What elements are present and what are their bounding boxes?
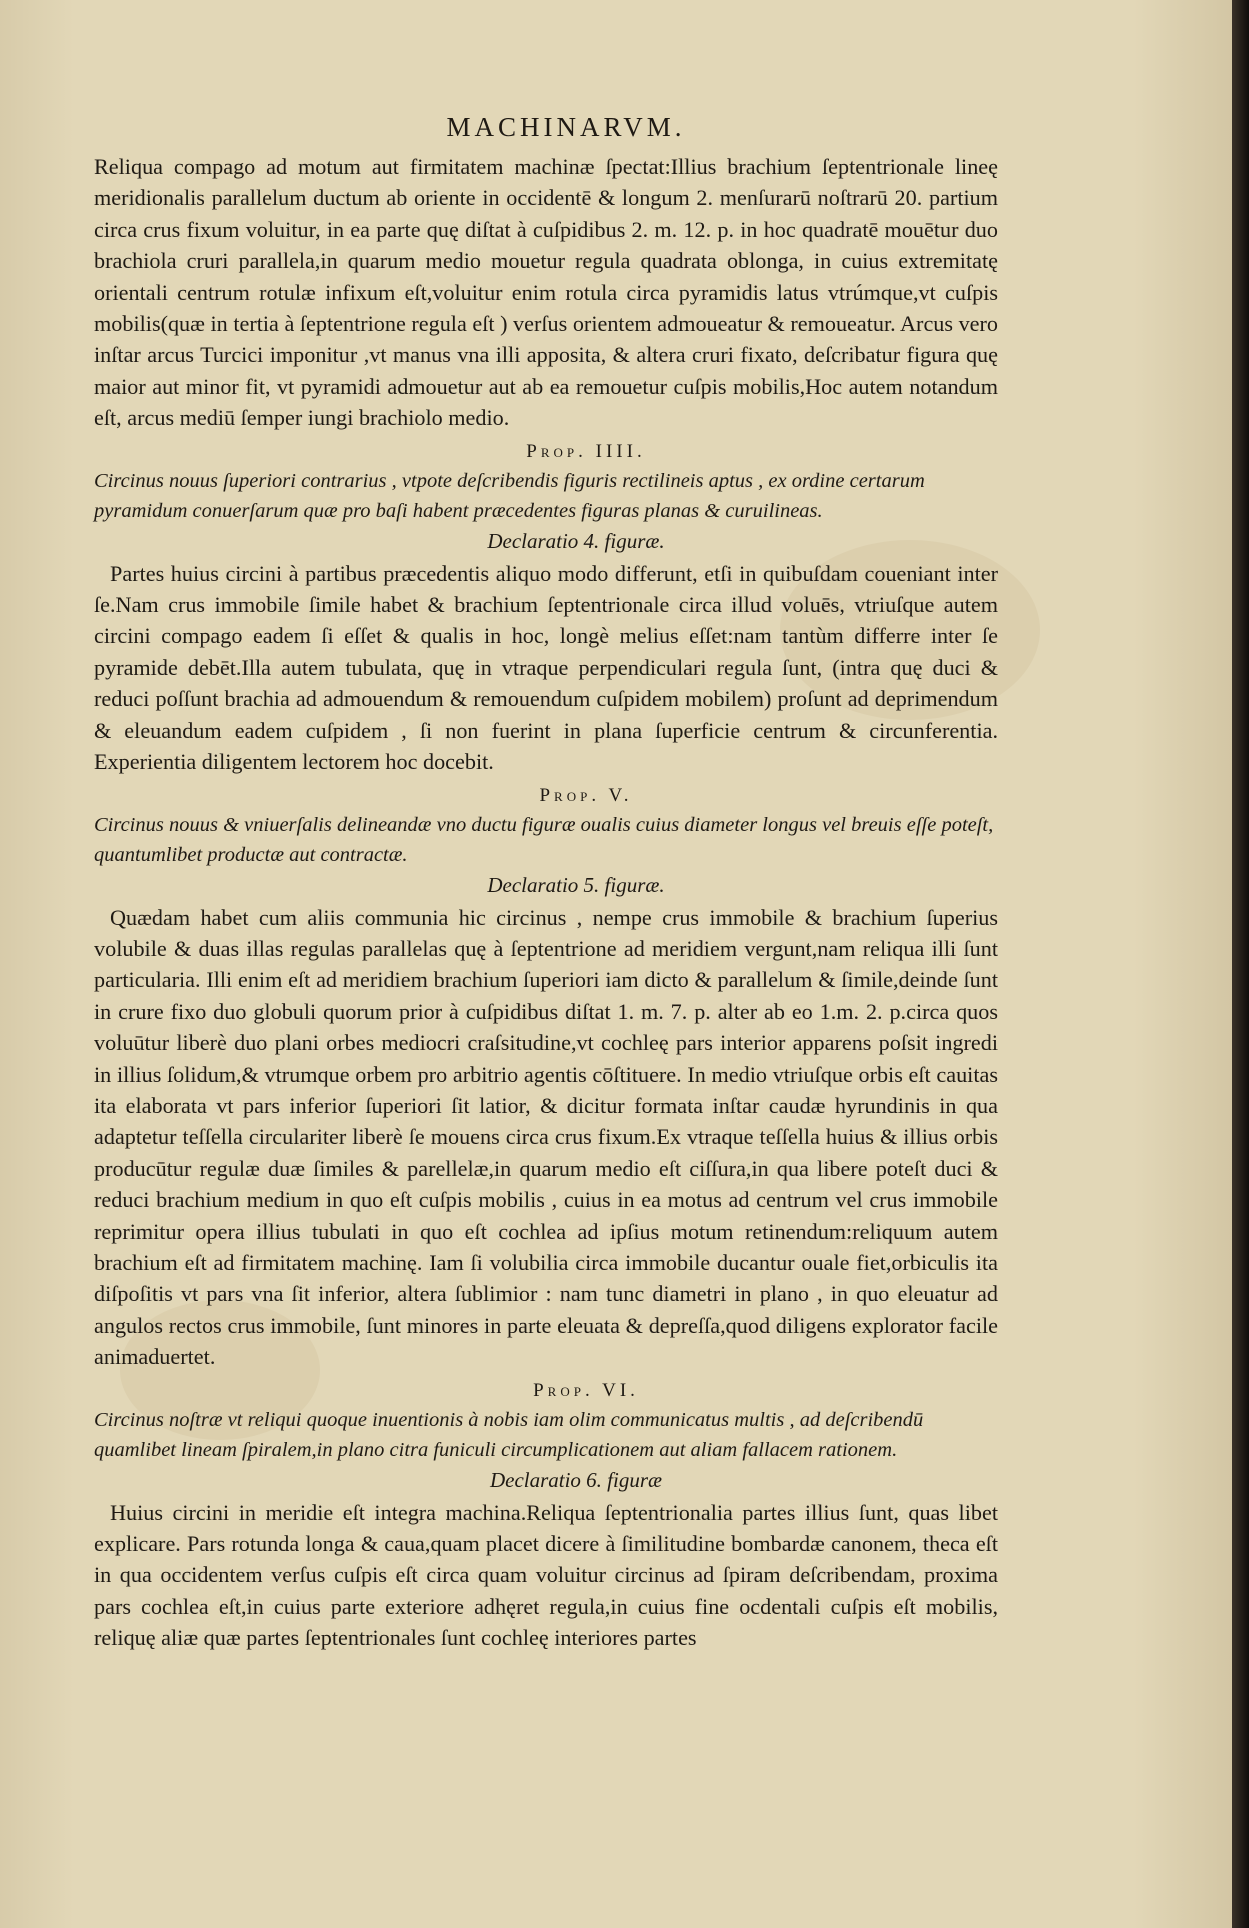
prop-heading-4: Prop. IIII. bbox=[526, 440, 646, 462]
prop-enunciation-4: Circinus nouus ſuperiori contrarius , vtpote deſcribendis figuris rectilineis aptus , ex ordine certarum pyramidum conuerſarum quæ pro baſi habent præcedentes figuras planas & curuilineas. bbox=[94, 469, 925, 522]
intro-paragraph: Reliqua compago ad motum aut firmitatem machinæ ſpectat:Illius brachium ſeptentrionale lineę meridionalis parallelum ductum ab oriente in occidentē & longum 2. menſurarū noſtrarū 20. partium circa crus fixum voluitur, in ea parte quę diſtat à cuſpidibus 2. m. 12. p. in hoc quadratē mouētur duo brachiola cruri parallela,in quarum medio mouetur regula quadrata oblonga, in cuius extremitatę orientali centrum rotulæ infixum eſt,voluitur enim rotula circa pyramidis latus vtrúmque,vt cuſpis mobilis(quæ in tertia à ſeptentrione regula eſt ) verſus orientem admoueatur & remoueatur. Arcus vero inſtar arcus Turcici imponitur ,vt manus vna illi apposita, & altera cruri fixato, deſcribatur figura quę maior aut minor fit, vt pyramidi admouetur aut ab ea remouetur cuſpis mobilis,Hoc autem notandum eſt, arcus mediū ſemper iungi brachiolo medio. bbox=[94, 154, 998, 431]
text-block bbox=[94, 112, 998, 1654]
prop-enunciation-6: Circinus noſtræ vt reliqui quoque inuentionis à nobis iam olim communicatus multis , ad deſcribendū quamlibet lineam ſpiralem,in plano citra funiculi circumplicationem aut aliam fallacem rationem. bbox=[94, 1408, 924, 1461]
prop-body-4: Partes huius circini à partibus præcedentis aliquo modo differunt, etſi in quibuſdam coueniant inter ſe.Nam crus immobile ſimile habet & brachium ſeptentrionale circa illud voluēs, vtriuſque autem circini compago eadem ſi eſſet & qualis in hoc, longè melius eſſet:nam tantùm differre inter ſe pyramide debēt.Illa autem tubulata, quę in vtraque perpendiculari regula ſunt, (intra quę duci & reduci poſſunt brachia ad admouendum & remouendum cuſpidem mobilem) proſunt ad deprimendum & eleuandum eadem cuſpidem , ſi non fuerint in plana ſuperficie centrum & circunferentia. Experientia diligentem lectorem hoc docebit. bbox=[94, 560, 998, 775]
prop-heading-6: Prop. VI. bbox=[533, 1379, 639, 1401]
declaratio-heading-5: Declaratio 5. figuræ. bbox=[487, 872, 665, 897]
prop-enunciation-5: Circinus nouus & vniuerſalis delineandæ vno ductu figuræ oualis cuius diameter longus vel breuis eſſe poteſt, quantumlibet productæ aut contractæ. bbox=[94, 813, 994, 866]
prop-body-6: Huius circini in meridie eſt integra machina.Reliqua ſeptentrionalia partes illius ſunt, quas libet explicare. Pars rotunda longa & caua,quam placet dicere à ſimilitudine bombardæ canonem, theca eſt in qua occidentem verſus cuſpis eſt circa quam voluitur circinus ad ſpiram deſcribendam, proxima pars cochlea eſt,in cuius parte exteriore adhęret regula,in cuius fine ocdentali cuſpis eſt mobilis, reliquę aliæ quæ partes ſeptentrionales ſunt cochleę interiores partes bbox=[94, 1499, 998, 1651]
declaratio-heading-4: Declaratio 4. figuræ. bbox=[487, 528, 665, 553]
running-head: MACHINARVM. bbox=[446, 112, 686, 142]
declaratio-heading-6: Declaratio 6. figuræ bbox=[489, 1467, 663, 1492]
prop-body-5: Quædam habet cum aliis communia hic circinus , nempe crus immobile & brachium ſuperius volubile & duas illas regulas parallelas quę à ſeptentrione ad meridiem vergunt,nam reliqua illi ſunt particularia. Illi enim eſt ad meridiem brachium ſuperiori iam dicto & parallelum & ſimile,deinde ſunt in crure fixo duo globuli quorum prior à cuſpidibus diſtat 1. m. 7. p. alter ab eo 1.m. 2. p.circa quos voluūtur liberè duo plani orbes mediocri craſsitudine,vt cochleę pars interior apparens poſsit ingredi in illius ſolidum,& vtrumque orbem pro arbitrio agentis cōſtituere. In medio vtriuſque orbis eſt cauitas ita elaborata vt pars inferior ſuperiori ſit latior, & dicitur formata inſtar caudæ hyrundinis in qua adaptetur teſſella circulariter liberè ſe mouens circa crus fixum.Ex vtraque teſſella huius & illius orbis producūtur regulæ duæ ſimiles & parellelæ,in quarum medio eſt ciſſura,in qua libere poteſt duci & reduci brachium medium in quo eſt cuſpis mobilis , cuius in ea motus ad centrum vel crus immobile reprimitur opera illius tubulati in quo eſt cochlea ad ipſius motum retinendum:reliquum autem brachium eſt ad firmitatem machinę. Iam ſi volubilia circa immobile ducantur ouale fiet,orbiculis ita diſpoſitis vt pars vna ſit inferior, altera ſublimior : nam tunc diametri in plano , in quo eleuatur ad angulos rectos crus immobile, ſunt minores in parte eleuata & depreſſa,quod diligens explorator facile animaduertet. bbox=[94, 904, 998, 1370]
prop-heading-5: Prop. V. bbox=[539, 784, 633, 806]
scan-edge-shadow bbox=[1232, 0, 1249, 1928]
